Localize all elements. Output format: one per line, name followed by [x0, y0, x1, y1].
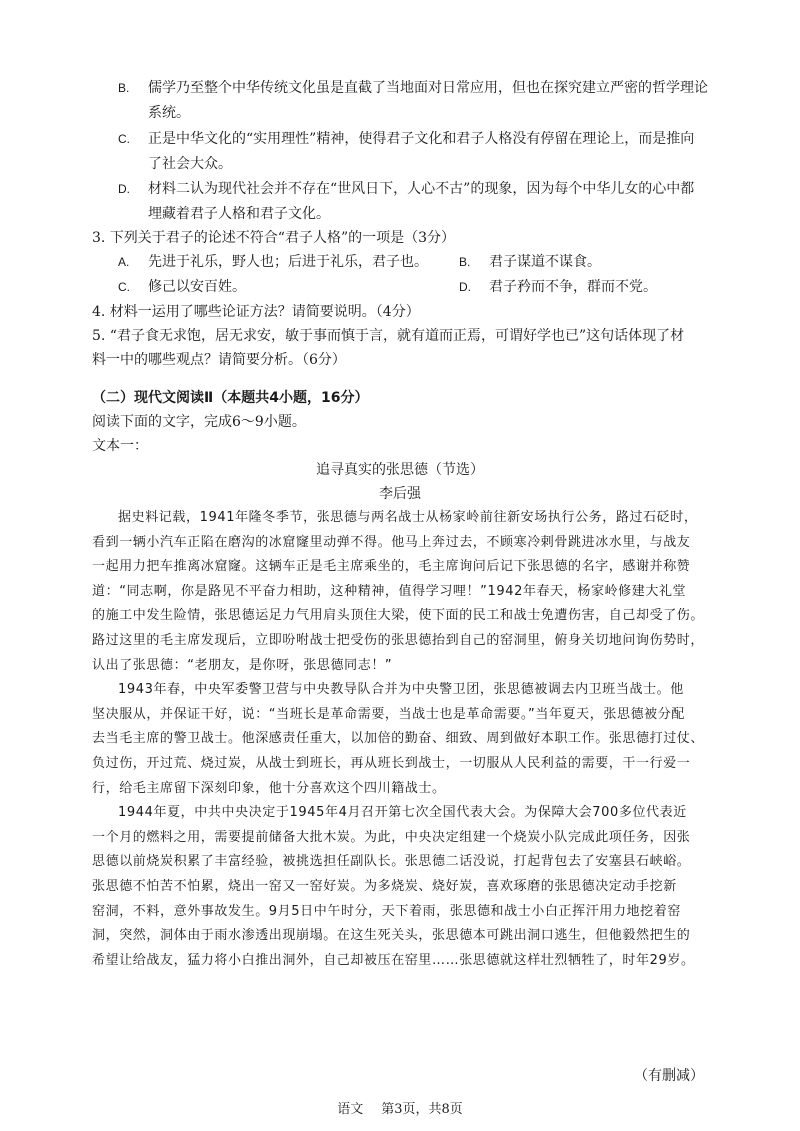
- footer-subject: 语文: [337, 1102, 364, 1117]
- text-label: 文本一：: [92, 438, 148, 454]
- option-text: 正是中华文化的“实用理性”精神，使得君子文化和君子人格没有停留在理论上，而是推向: [148, 131, 695, 147]
- q2-option-d-cont: 埋藏着君子人格和君子文化。: [148, 206, 330, 222]
- option-label: D.: [459, 280, 471, 294]
- option-label: B.: [459, 255, 471, 269]
- article-line: 坚决服从，并保证干好，说：“当班长是革命需要，当战士也是革命需要。”当年夏天，张思德被分配: [92, 707, 685, 722]
- article-line: 思德以前烧炭积累了丰富经验，被挑选担任副队长。张思德二话没说，打起背包去了安塞县石峡峪。: [92, 854, 691, 869]
- q3-option-c: [118, 277, 246, 297]
- option-text: 儒学乃至整个中华传统文化虽是直截了当地面对日常应用，但也在探究建立严密的哲学理论: [148, 80, 708, 96]
- article-line: 1943年春，中央军委警卫营与中央教导队合并为中央警卫团，张思德被调去内卫班当战士。他: [118, 682, 684, 697]
- article-line: 张思德不怕苦不怕累，烧出一窑又一窑好炭。为多烧炭、烧好炭，喜欢琢磨的张思德决定动手挖新: [92, 879, 677, 894]
- q3-option-d: [459, 277, 657, 297]
- article-line: 一个月的燃料之用，需要提前储备大批木炭。为此，中央决定组建一个烧炭小队完成此项任务，因张: [92, 830, 691, 845]
- q5-stem-line2: 料一中的哪些观点？请简要分析。（6分）: [92, 352, 346, 368]
- q2-option-c: [118, 129, 694, 149]
- q2-option-d: [118, 179, 694, 199]
- option-label: C.: [118, 132, 130, 146]
- option-text: 君子谋道不谋食。: [489, 254, 601, 270]
- article-line: 路过这里的毛主席发现后，立即吩咐战士把受伤的张思德抬到自己的窑洞里，俯身关切地问询伤势时，: [92, 633, 705, 648]
- article-line: 洞，突然，洞体由于雨水渗透出现崩塌。在这生死关头，张思德本可跳出洞口逃生，但他毅然把生的: [92, 928, 691, 943]
- article-line: 认出了张思德：“老朋友，是你呀，张思德同志！”: [92, 658, 393, 673]
- q2-option-b-cont: 系统。: [148, 105, 190, 121]
- option-text: 先进于礼乐，野人也；后进于礼乐，君子也。: [148, 254, 428, 270]
- option-label: C.: [118, 280, 130, 294]
- option-label: D.: [118, 182, 130, 196]
- option-text: 修己以安百姓。: [148, 279, 246, 295]
- article-line: 看到一辆小汽车正陷在磨沟的冰窟窿里动弹不得。他马上奔过去，不顾寒冷剌骨跳进冰水里，与战友: [92, 535, 691, 550]
- article-line: 去当毛主席的警卫战士。他深感责任重大，以加倍的勤奋、细致、周到做好本职工作。张思德打过仗、: [92, 731, 705, 746]
- article-line: 窑洞，不料，意外事故发生。9月5日中午时分，天下着雨，张思德和战士小白正挥汗用力地挖着窑: [92, 904, 681, 919]
- q3-option-b: [459, 252, 601, 272]
- article-line: 行，给毛主席留下深刻印象，他十分喜欢这个四川籍战士。: [92, 781, 446, 796]
- article-line: 一起用力把车推离冰窟窿。这辆车正是毛主席乘坐的，毛主席询问后记下张思德的名字，感谢并称赞: [92, 559, 691, 574]
- article-line: 负过伤，开过荒、烧过炭，从战士到班长，再从班长到战士，一切服从人民利益的需要，干一行爱一: [92, 756, 691, 771]
- q3-stem: 3. 下列关于君子的论述不符合“君子人格”的一项是（3分）: [92, 230, 456, 246]
- page-footer: [0, 1100, 800, 1120]
- article-author: 李后强: [379, 486, 421, 502]
- article-line: 的施工中发生险情，张思德运足力气用肩头顶住大梁，使下面的民工和战士免遭伤害，自己却受了伤。: [92, 608, 705, 623]
- abridged-note: （有删减）: [634, 1068, 704, 1084]
- article-line: 希望让给战友，猛力将小白推出洞外，自己却被压在窑里……张思德就这样壮烈牺牲了，时年29岁。: [92, 953, 695, 968]
- article-line: 道：“同志啊，你是路见不平奋力相助，这种精神，值得学习哩！”1942年春天，杨家岭修建大礼堂: [92, 584, 687, 599]
- option-label: A.: [118, 255, 130, 269]
- footer-page-number: 第3页，共8页: [381, 1102, 463, 1117]
- article-title: 追寻真实的张思德（节选）: [316, 462, 484, 478]
- section-heading: （二）现代文阅读Ⅱ（本题共4小题，16分）: [92, 390, 369, 406]
- option-text: 君子矜而不争，群而不党。: [489, 279, 657, 295]
- option-text: 材料二认为现代社会并不存在“世风日下，人心不古”的现象，因为每个中华儿女的心中都: [148, 181, 695, 197]
- q5-stem-line1: 5. “君子食无求饱，居无求安，敏于事而慎于言，就有道而正焉，可谓好学也已”这句话体现了材: [92, 328, 685, 344]
- article-line: 1944年夏，中共中央决定于1945年4月召开第七次全国代表大会。为保障大会700多位代表近: [118, 805, 687, 820]
- section-instruction: 阅读下面的文字，完成6～9小题。: [92, 414, 306, 430]
- q2-option-c-cont: 了社会大众。: [148, 156, 232, 172]
- option-label: B.: [118, 81, 130, 95]
- article-line: 据史料记载，1941年隆冬季节，张思德与两名战士从杨家岭前往新安场执行公务，路过石砭时，: [118, 510, 698, 525]
- q4-stem: 4. 材料一运用了哪些论证方法？请简要说明。（4分）: [92, 304, 420, 320]
- q3-option-a: [118, 252, 428, 272]
- q2-option-b: [118, 78, 708, 98]
